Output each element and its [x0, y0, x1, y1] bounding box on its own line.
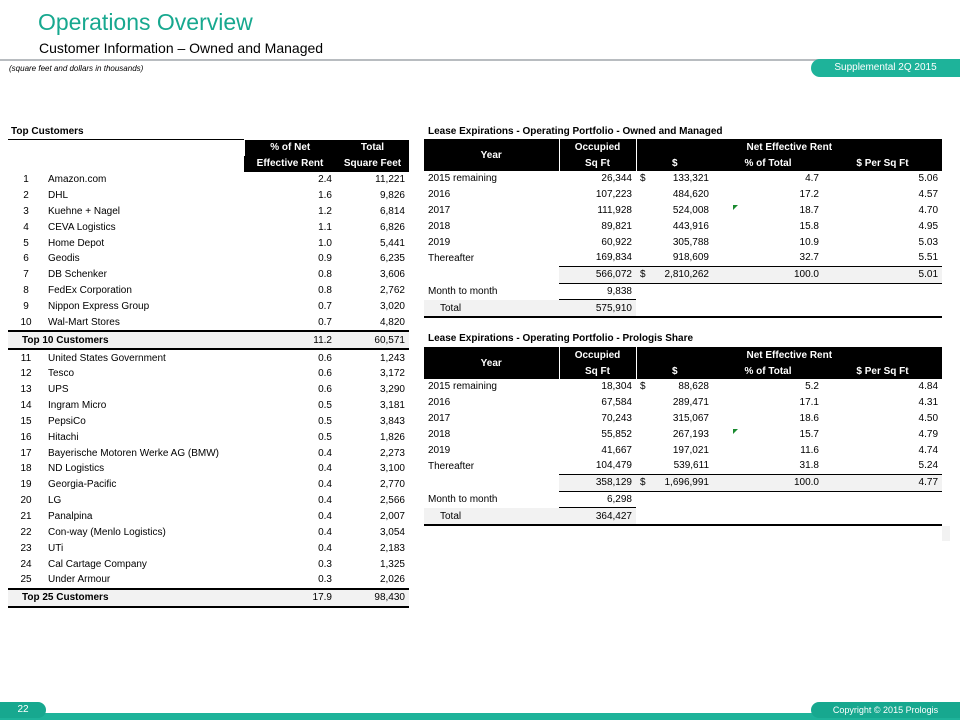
total-label: Total: [424, 508, 559, 525]
col-dollar-header: $: [636, 363, 713, 379]
customer-net-rent-pct: 0.5: [318, 431, 332, 443]
customer-row: [8, 349, 409, 366]
customer-rank: 14: [20, 400, 32, 412]
customer-name: Home Depot: [48, 237, 105, 249]
lease-rent: 133,321: [672, 173, 709, 185]
currency-symbol: [636, 411, 656, 427]
lease-row: [424, 379, 942, 395]
customer-row: [8, 267, 409, 283]
customer-square-feet: 9,826: [379, 190, 405, 202]
col-ner-header: Net Effective Rent: [636, 139, 942, 155]
customer-net-rent-pct: 0.4: [318, 495, 332, 507]
customer-square-feet: 1,243: [379, 352, 405, 364]
customer-rank: 1: [23, 174, 29, 186]
customer-net-rent-pct: 0.3: [318, 558, 332, 570]
page-subtitle: Customer Information – Owned and Managed: [39, 40, 324, 56]
customer-square-feet: 6,235: [379, 253, 405, 265]
lease-occupied-sqft: 41,667: [601, 444, 632, 456]
customer-name: Georgia-Pacific: [48, 479, 117, 491]
top10-total-row: [8, 331, 409, 349]
customer-row: [8, 251, 409, 267]
lease-row: [424, 395, 942, 411]
customer-square-feet: 6,814: [379, 205, 405, 217]
lease-rent: 539,611: [673, 460, 709, 472]
customer-name: Amazon.com: [48, 174, 107, 186]
col-occupied-header-2: Sq Ft: [559, 363, 636, 379]
customer-name: LG: [48, 495, 62, 507]
col-pct-header: % of Total: [713, 155, 823, 171]
month-to-month-sqft: 9,838: [606, 285, 632, 297]
subtotal-sqft: 358,129: [559, 474, 636, 491]
customer-square-feet: 5,441: [379, 237, 405, 249]
customer-row: [8, 204, 409, 220]
currency-symbol: [636, 234, 656, 250]
lease-row: [424, 187, 942, 203]
customer-name: DHL: [48, 190, 69, 202]
customer-net-rent-pct: 0.8: [318, 285, 332, 297]
customer-square-feet: 2,762: [379, 285, 405, 297]
customer-name: DB Schenker: [48, 269, 107, 281]
page-number: 22: [0, 702, 46, 718]
lease-per-sqft: 4.57: [918, 189, 939, 201]
customer-rank: 23: [20, 542, 32, 554]
page-title: Operations Overview: [38, 9, 253, 35]
customer-row: [8, 382, 409, 398]
customer-square-feet: 2,026: [379, 574, 405, 586]
top25-total-row: [8, 589, 409, 607]
lease-occupied-sqft: 169,834: [595, 252, 632, 264]
lease-rent: 315,067: [672, 412, 709, 424]
customer-name: Con-way (Menlo Logistics): [48, 526, 166, 538]
customer-name: CEVA Logistics: [48, 221, 116, 233]
currency-symbol: [636, 442, 656, 458]
customer-net-rent-pct: 0.7: [318, 316, 332, 328]
customer-rank: 20: [20, 495, 32, 507]
lease-per-sqft: 5.51: [918, 252, 939, 264]
col-persf-header: $ Per Sq Ft: [823, 155, 942, 171]
customer-rank: 5: [23, 237, 29, 249]
col-sqft-header-2: Square Feet: [336, 156, 409, 172]
customer-name: Under Armour: [48, 574, 111, 586]
lease-pct-total: 10.9: [799, 236, 819, 248]
currency-symbol: $: [636, 266, 656, 283]
customer-rank: 22: [20, 526, 32, 538]
currency-symbol: [636, 203, 656, 219]
customer-name: Hitachi: [48, 431, 79, 443]
lease-rent: 305,788: [672, 236, 709, 248]
col-year-header: Year: [424, 347, 559, 379]
lease-rent: 289,471: [672, 397, 709, 409]
customer-row: [8, 445, 409, 461]
lease-per-sqft: 4.31: [918, 397, 939, 409]
lease-occupied-sqft: 104,479: [595, 460, 632, 472]
customer-name: Kuehne + Nagel: [48, 205, 121, 217]
lease-rent: 88,628: [678, 381, 709, 393]
lease-row: [424, 250, 942, 266]
subtotal-pct: 100.0: [713, 474, 823, 491]
customer-net-rent-pct: 0.4: [318, 447, 332, 459]
lease-share-title: Lease Expirations - Operating Portfolio - Prologis Share: [428, 333, 694, 344]
customer-net-rent-pct: 1.2: [318, 205, 332, 217]
lease-month-to-month-row: [424, 491, 942, 508]
customer-rank: 25: [20, 574, 32, 586]
currency-symbol: $: [636, 474, 656, 491]
customer-row: [8, 398, 409, 414]
lease-pct-total: 5.2: [805, 381, 819, 393]
customer-square-feet: 2,183: [379, 542, 405, 554]
customer-square-feet: 3,181: [379, 400, 405, 412]
customer-net-rent-pct: 0.4: [318, 526, 332, 538]
lease-owned-table: [424, 139, 942, 318]
col-sqft-header-1: Total: [336, 140, 409, 156]
customer-square-feet: 11,221: [375, 174, 405, 186]
customer-name: Cal Cartage Company: [48, 558, 147, 570]
customer-square-feet: 4,820: [379, 316, 405, 328]
customer-rank: 17: [20, 447, 32, 459]
month-to-month-sqft: 6,298: [606, 493, 632, 505]
customer-name: Wal-Mart Stores: [48, 316, 120, 328]
customer-rank: 18: [20, 463, 32, 475]
col-ner-header: Net Effective Rent: [636, 347, 942, 363]
total-sqft: 364,427: [559, 508, 636, 525]
lease-pct-total: 17.1: [799, 397, 819, 409]
customer-net-rent-pct: 0.4: [318, 463, 332, 475]
lease-year: 2016: [428, 397, 451, 409]
copyright: Copyright © 2015 Prologis: [811, 702, 960, 718]
customer-name: UPS: [48, 384, 69, 396]
customer-row: [8, 461, 409, 477]
customer-rank: 9: [23, 301, 29, 313]
col-net-rent-header-1: % of Net: [244, 140, 336, 156]
lease-year: 2017: [428, 412, 451, 424]
top25-sqft: 98,430: [336, 589, 409, 607]
lease-pct-total: 18.7: [799, 204, 819, 216]
lease-year: 2017: [428, 204, 451, 216]
lease-row: [424, 442, 942, 458]
lease-pct-total: 32.7: [799, 252, 819, 264]
customer-square-feet: 3,843: [379, 415, 405, 427]
lease-occupied-sqft: 18,304: [601, 381, 632, 393]
lease-year: 2018: [428, 428, 451, 440]
lease-pct-total: 11.6: [800, 444, 819, 456]
customer-rank: 12: [20, 368, 32, 380]
lease-occupied-sqft: 60,922: [601, 236, 632, 248]
customer-row: [8, 188, 409, 204]
customer-row: [8, 299, 409, 315]
lease-year: 2015 remaining: [428, 381, 497, 393]
lease-rent: 197,021: [672, 444, 709, 456]
customer-row: [8, 540, 409, 556]
customer-square-feet: 3,290: [379, 384, 405, 396]
lease-occupied-sqft: 67,584: [601, 397, 632, 409]
customer-row: [8, 283, 409, 299]
lease-per-sqft: 4.79: [918, 428, 939, 440]
top-customers-table: [8, 139, 409, 608]
top10-label: Top 10 Customers: [8, 331, 244, 349]
lease-year: 2015 remaining: [428, 173, 497, 185]
lease-per-sqft: 4.95: [918, 220, 939, 232]
lease-per-sqft: 4.50: [918, 412, 939, 424]
customer-rank: 10: [20, 316, 32, 328]
lease-pct-total: 4.7: [805, 173, 819, 185]
customer-net-rent-pct: 0.6: [318, 352, 332, 364]
customer-net-rent-pct: 0.3: [318, 574, 332, 586]
col-occupied-header-1: Occupied: [559, 347, 636, 363]
currency-symbol: [636, 250, 656, 266]
lease-pct-total: 15.7: [799, 428, 819, 440]
scroll-stub: [942, 526, 950, 541]
customer-net-rent-pct: 0.4: [318, 542, 332, 554]
total-label: Total: [424, 300, 559, 317]
lease-rent: 443,916: [672, 220, 709, 232]
customer-net-rent-pct: 0.7: [318, 301, 332, 313]
lease-row: [424, 411, 942, 427]
supplemental-badge: Supplemental 2Q 2015: [811, 59, 960, 77]
customer-rank: 21: [20, 510, 32, 522]
top25-pct: 17.9: [244, 589, 336, 607]
customer-square-feet: 2,007: [379, 510, 405, 522]
lease-year: 2019: [428, 236, 451, 248]
top10-sqft: 60,571: [336, 331, 409, 349]
customer-row: [8, 235, 409, 251]
lease-pct-total: 18.6: [799, 412, 819, 424]
lease-subtotal-row: [424, 474, 942, 491]
customer-net-rent-pct: 0.6: [318, 368, 332, 380]
customer-row: [8, 509, 409, 525]
customer-square-feet: 6,826: [379, 221, 405, 233]
lease-year: 2019: [428, 444, 451, 456]
lease-rent: 267,193: [672, 428, 709, 440]
lease-occupied-sqft: 89,821: [601, 220, 632, 232]
customer-row: [8, 477, 409, 493]
lease-row: [424, 426, 942, 442]
month-to-month-label: Month to month: [428, 285, 498, 297]
currency-symbol: [636, 426, 656, 442]
customer-name: ND Logistics: [48, 463, 105, 475]
customer-net-rent-pct: 0.6: [318, 384, 332, 396]
col-persf-header: $ Per Sq Ft: [823, 363, 942, 379]
lease-rent: 918,609: [672, 252, 709, 264]
lease-pct-total: 31.8: [799, 460, 819, 472]
currency-symbol: [636, 458, 656, 474]
customer-rank: 19: [20, 479, 32, 491]
customer-square-feet: 2,273: [379, 447, 405, 459]
lease-row: [424, 171, 942, 187]
customer-row: [8, 429, 409, 445]
lease-occupied-sqft: 107,223: [595, 189, 632, 201]
customer-rank: 4: [23, 221, 29, 233]
col-net-rent-header-2: Effective Rent: [244, 156, 336, 172]
customer-square-feet: 3,020: [379, 301, 405, 313]
lease-pct-total: 17.2: [799, 189, 819, 201]
customer-name: UTi: [48, 542, 64, 554]
customer-row: [8, 366, 409, 382]
customer-row: [8, 414, 409, 430]
currency-symbol: $: [640, 173, 646, 185]
comment-marker-icon: [733, 429, 738, 434]
customer-name: United States Government: [48, 352, 166, 364]
lease-occupied-sqft: 26,344: [601, 173, 632, 185]
subtotal-per-sqft: 4.77: [823, 474, 942, 491]
lease-per-sqft: 4.74: [918, 444, 939, 456]
customer-square-feet: 3,172: [379, 368, 405, 380]
lease-owned-title: Lease Expirations - Operating Portfolio - Owned and Managed: [428, 126, 723, 137]
customer-name: Geodis: [48, 253, 80, 265]
comment-marker-icon: [733, 205, 738, 210]
customer-row: [8, 493, 409, 509]
customer-rank: 3: [23, 205, 29, 217]
lease-occupied-sqft: 70,243: [601, 412, 632, 424]
lease-total-row: [424, 508, 942, 525]
col-year-header: Year: [424, 139, 559, 171]
lease-per-sqft: 5.24: [918, 460, 939, 472]
customer-net-rent-pct: 1.6: [318, 190, 332, 202]
col-occupied-header-1: Occupied: [559, 139, 636, 155]
lease-per-sqft: 5.03: [918, 236, 939, 248]
lease-occupied-sqft: 111,928: [597, 204, 632, 216]
subtotal-sqft: 566,072: [559, 266, 636, 283]
customer-net-rent-pct: 0.4: [318, 479, 332, 491]
customer-net-rent-pct: 0.8: [318, 269, 332, 281]
customer-rank: 13: [20, 384, 32, 396]
customer-rank: 24: [20, 558, 32, 570]
customer-square-feet: 1,826: [379, 431, 405, 443]
customer-name: Panalpina: [48, 510, 93, 522]
customer-net-rent-pct: 1.1: [318, 221, 332, 233]
customer-net-rent-pct: 0.5: [318, 400, 332, 412]
customer-name: PepsiCo: [48, 415, 86, 427]
customer-row: [8, 172, 409, 188]
lease-year: Thereafter: [428, 460, 475, 472]
units-note: (square feet and dollars in thousands): [9, 64, 144, 73]
customer-name: Nippon Express Group: [48, 301, 150, 313]
customer-square-feet: 3,100: [379, 463, 405, 475]
currency-symbol: [636, 395, 656, 411]
customer-rank: 15: [20, 415, 32, 427]
lease-row: [424, 458, 942, 474]
customer-row: [8, 556, 409, 572]
lease-occupied-sqft: 55,852: [601, 428, 632, 440]
lease-row: [424, 203, 942, 219]
subtotal-per-sqft: 5.01: [823, 266, 942, 283]
currency-symbol: [636, 187, 656, 203]
customer-name: Tesco: [48, 368, 75, 380]
customer-net-rent-pct: 1.0: [318, 237, 332, 249]
subtotal-pct: 100.0: [713, 266, 823, 283]
customer-square-feet: 3,606: [379, 269, 405, 281]
top-customers-title: Top Customers: [11, 126, 84, 137]
customer-row: [8, 314, 409, 331]
customer-net-rent-pct: 2.4: [318, 174, 332, 186]
lease-rent: 484,620: [672, 189, 709, 201]
customer-row: [8, 524, 409, 540]
customer-rank: 8: [23, 285, 29, 297]
month-to-month-label: Month to month: [428, 493, 498, 505]
col-dollar-header: $: [636, 155, 713, 171]
lease-per-sqft: 5.06: [918, 173, 939, 185]
customer-rank: 11: [20, 352, 32, 364]
lease-subtotal-row: [424, 266, 942, 283]
col-occupied-header-2: Sq Ft: [559, 155, 636, 171]
lease-total-row: [424, 300, 942, 317]
customer-net-rent-pct: 0.4: [318, 510, 332, 522]
currency-symbol: $: [640, 381, 646, 393]
customer-net-rent-pct: 0.5: [318, 415, 332, 427]
lease-row: [424, 234, 942, 250]
currency-symbol: [636, 218, 656, 234]
customer-rank: 7: [23, 269, 29, 281]
top10-pct: 11.2: [244, 331, 336, 349]
customer-name: Bayerische Motoren Werke AG (BMW): [48, 447, 219, 459]
customer-rank: 2: [23, 190, 29, 202]
lease-month-to-month-row: [424, 283, 942, 300]
customer-net-rent-pct: 0.9: [318, 253, 332, 265]
lease-per-sqft: 4.70: [918, 204, 939, 216]
col-pct-header: % of Total: [713, 363, 823, 379]
lease-rent: 524,008: [672, 204, 709, 216]
customer-square-feet: 1,325: [379, 558, 405, 570]
subtotal-rent: 2,810,262: [656, 266, 713, 283]
customer-name: Ingram Micro: [48, 400, 107, 412]
lease-per-sqft: 4.84: [918, 381, 939, 393]
customer-square-feet: 2,566: [379, 495, 405, 507]
customer-rank: 16: [20, 431, 32, 443]
customer-row: [8, 219, 409, 235]
lease-year: 2018: [428, 220, 451, 232]
lease-share-table: [424, 347, 942, 526]
customer-square-feet: 3,054: [379, 526, 405, 538]
lease-year: Thereafter: [428, 252, 475, 264]
top25-label: Top 25 Customers: [8, 589, 244, 607]
subtotal-rent: 1,696,991: [656, 474, 713, 491]
customer-row: [8, 572, 409, 589]
customer-name: FedEx Corporation: [48, 285, 132, 297]
lease-year: 2016: [428, 189, 451, 201]
total-sqft: 575,910: [559, 300, 636, 317]
customer-rank: 6: [23, 253, 29, 265]
customer-square-feet: 2,770: [379, 479, 405, 491]
lease-pct-total: 15.8: [799, 220, 819, 232]
lease-row: [424, 218, 942, 234]
